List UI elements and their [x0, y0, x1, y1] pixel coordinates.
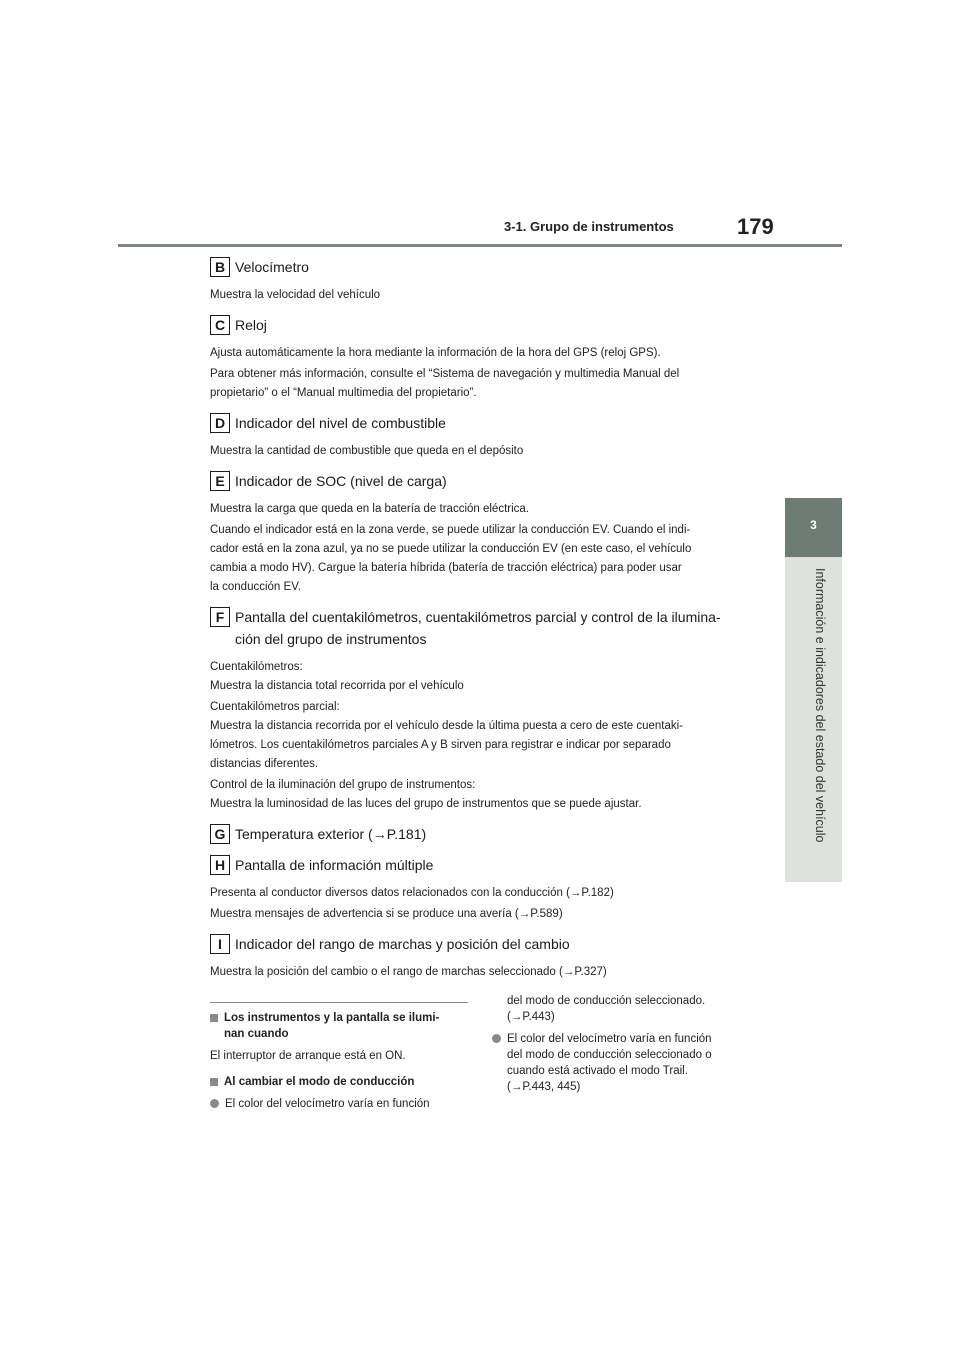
header-divider	[118, 244, 842, 247]
callout-letter-badge: B	[210, 257, 230, 277]
entry-paragraph: Control de la iluminación del grupo de instrumentos: Muestra la luminosidad de las luces del grupo de instrumentos que se puede ajustar.	[210, 779, 642, 810]
entry-heading	[210, 470, 750, 492]
round-bullet-icon	[210, 1099, 219, 1108]
note-heading-text: Los instrumentos y la pantalla se ilumi- nan cuando	[224, 1012, 440, 1040]
page-number: 179	[737, 214, 774, 239]
callout-letter-badge: E	[210, 471, 230, 491]
entry-title: Temperatura exterior (→P.181)	[235, 826, 427, 842]
entry-item	[210, 823, 750, 845]
entry-heading	[210, 412, 750, 434]
entry-item	[210, 606, 750, 814]
entry-paragraph: Para obtener más información, consulte el “Sistema de navegación y multimedia Manual del propietario” o el “Manual multimedia del propietario”.	[210, 368, 680, 399]
chapter-number: 3	[810, 518, 817, 532]
callout-letter-badge: C	[210, 315, 230, 335]
round-bullet-icon	[492, 1034, 501, 1043]
note-heading	[210, 1010, 468, 1042]
entry-paragraph: Ajusta automáticamente la hora mediante la información de la hora del GPS (reloj GPS).	[210, 347, 661, 359]
note-bullet-text: El color del velocímetro varía en función del modo de conducción seleccionado o cuando está activado el modo Trail. (→P.443, 445)	[507, 1033, 712, 1093]
entry-title: Indicador del rango de marchas y posición del cambio	[235, 936, 570, 952]
entry-title: Indicador de SOC (nivel de carga)	[235, 473, 447, 489]
entries-list	[210, 256, 750, 991]
callout-letter-badge: G	[210, 824, 230, 844]
square-bullet-icon	[210, 1014, 218, 1022]
entry-paragraph: Muestra la velocidad del vehículo	[210, 289, 381, 301]
chapter-title: Información e indicadores del estado del vehículo	[813, 568, 827, 843]
entry-paragraph: Muestra mensajes de advertencia si se produce una avería (→P.589)	[210, 908, 563, 920]
entry-heading	[210, 606, 750, 650]
entry-heading	[210, 933, 750, 955]
entry-item	[210, 314, 750, 403]
chapter-tab	[785, 498, 842, 557]
notes-divider	[210, 1002, 468, 1003]
callout-letter-badge: H	[210, 855, 230, 875]
entry-title: Pantalla de información múltiple	[235, 857, 434, 873]
entry-item	[210, 470, 750, 597]
callout-letter-badge: F	[210, 607, 230, 627]
entry-item	[210, 854, 750, 924]
section-title: 3-1. Grupo de instrumentos	[504, 219, 674, 234]
entry-paragraph: Cuentakilómetros: Muestra la distancia total recorrida por el vehículo	[210, 661, 464, 692]
square-bullet-icon	[210, 1078, 218, 1086]
notes-right-column	[492, 993, 744, 1101]
note-bullet	[492, 1031, 744, 1095]
entry-paragraph: Cuentakilómetros parcial: Muestra la distancia recorrida por el vehículo desde la última puesta a cero de este cuentaki- lómetros. Los cuentakilómetros parciales A y B sirven para registrar e indicar por separado distancias diferentes.	[210, 701, 684, 770]
callout-letter-badge: D	[210, 413, 230, 433]
entry-title: Reloj	[235, 317, 267, 333]
callout-letter-badge: I	[210, 934, 230, 954]
note-heading	[210, 1074, 468, 1090]
entry-paragraph: Presenta al conductor diversos datos relacionados con la conducción (→P.182)	[210, 887, 614, 899]
entry-title: Indicador del nivel de combustible	[235, 415, 446, 431]
note-bullet	[210, 1096, 468, 1112]
entry-paragraph: Muestra la posición del cambio o el rango de marchas seleccionado (→P.327)	[210, 966, 607, 978]
entry-paragraph: Cuando el indicador está en la zona verde, se puede utilizar la conducción EV. Cuando el indi- cador está en la zona azul, ya no se puede utilizar la conducción EV (en este caso, el vehículo cambia a modo HV). Cargue la batería híbrida (batería de tracción eléctrica) para poder usar la conducción EV.	[210, 524, 692, 593]
entry-item	[210, 412, 750, 461]
note-bullet-text: El color del velocímetro varía en función	[225, 1098, 430, 1110]
note-heading-text: Al cambiar el modo de conducción	[224, 1076, 415, 1088]
entry-paragraph: Muestra la carga que queda en la batería de tracción eléctrica.	[210, 503, 529, 515]
entry-item	[210, 256, 750, 305]
entry-item	[210, 933, 750, 982]
entry-paragraph: Muestra la cantidad de combustible que queda en el depósito	[210, 445, 524, 457]
entry-heading	[210, 256, 750, 278]
note-bullet-continuation: del modo de conducción seleccionado. (→P.443)	[507, 995, 706, 1023]
entry-title: Velocímetro	[235, 259, 309, 275]
note-text: El interruptor de arranque está en ON.	[210, 1050, 406, 1062]
entry-heading	[210, 314, 750, 336]
entry-title: Pantalla del cuentakilómetros, cuentakilómetros parcial y control de la ilumina- ción del grupo de instrumentos	[235, 609, 721, 647]
entry-heading	[210, 854, 750, 876]
entry-heading	[210, 823, 750, 845]
notes-left-column	[210, 1010, 468, 1118]
